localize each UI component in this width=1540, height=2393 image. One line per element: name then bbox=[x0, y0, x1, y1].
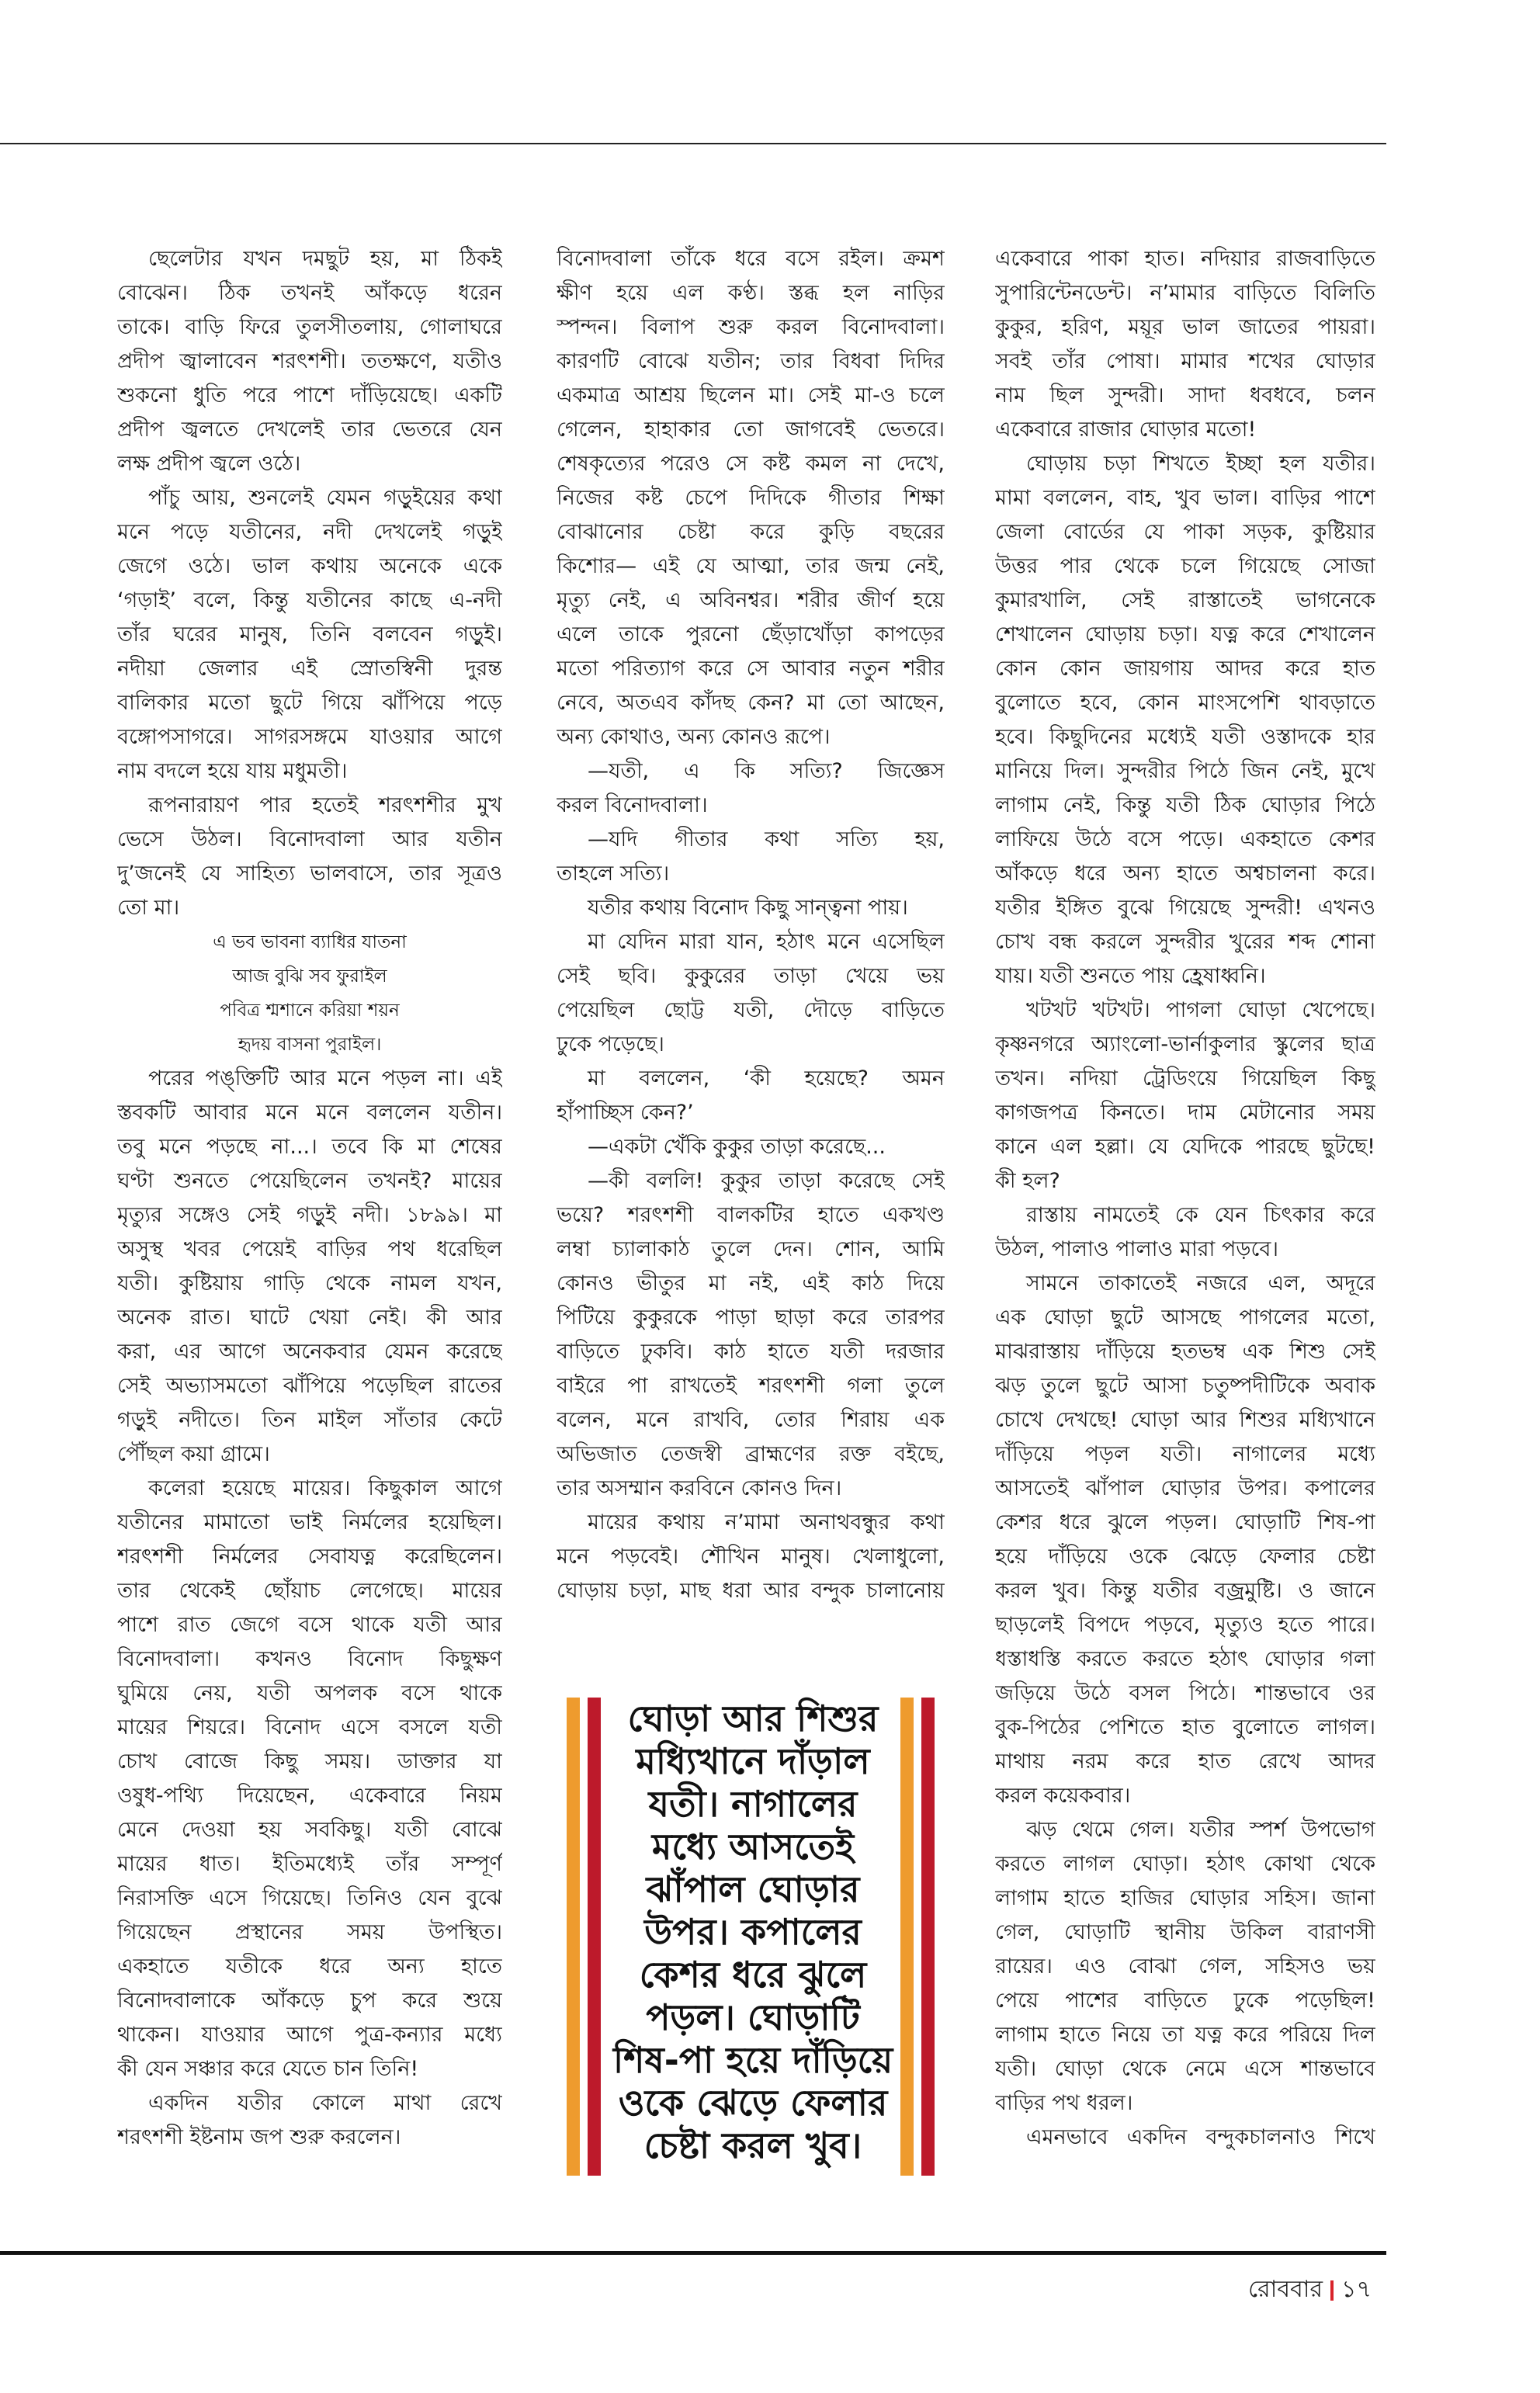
top-rule bbox=[0, 143, 1386, 144]
paragraph bbox=[995, 1813, 1375, 2121]
text-line: জেগে ওঠে। ভাল কথায় অনেকে একে bbox=[117, 554, 502, 578]
text-line: প্রদীপ জ্বলতে দেখলেই তার ভেতরে যেন bbox=[117, 418, 502, 442]
paragraph bbox=[557, 754, 945, 823]
text-line: গেলেন, হাহাকার তো জাগবেই ভেতরে। bbox=[557, 418, 945, 442]
text-line: শেখালেন ঘোড়ায় চড়া। যত্ন করে শেখালেন bbox=[995, 623, 1375, 647]
pull-quote-stripe-orange-right bbox=[900, 1698, 914, 2176]
text-line: বঙ্গোপসাগরে। সাগরসঙ্গমে যাওয়ার আগে bbox=[117, 725, 502, 749]
text-line: করতে লাগল ঘোড়া। হঠাৎ কোথা থেকে bbox=[995, 1852, 1375, 1876]
text-line: কুমারখালি, সেই রাস্তাতেই ভাগনেকে bbox=[995, 588, 1375, 612]
paragraph bbox=[117, 2086, 502, 2155]
text-line: মায়ের শিয়রে। বিনোদ এসে বসলে যতী bbox=[117, 1715, 502, 1739]
pull-quote-stripe-orange-left bbox=[567, 1698, 580, 2176]
text-line: মানিয়ে দিল। সুন্দরীর পিঠে জিন নেই, মুখে bbox=[995, 759, 1375, 783]
text-line: ঢুকে পড়েছে। bbox=[557, 1032, 664, 1056]
text-line: যতীর ইঙ্গিত বুঝে গিয়েছে সুন্দরী! এখনও bbox=[995, 896, 1375, 920]
pull-quote-line: ঘোড়া আর শিশুর bbox=[627, 1698, 879, 1739]
text-line: তখন। নদিয়া ট্রেডিংয়ে গিয়েছিল কিছু bbox=[995, 1066, 1375, 1091]
text-line: ভেসে উঠল। বিনোদবালা আর যতীন bbox=[117, 827, 502, 851]
text-line: মাঝরাস্তায় দাঁড়িয়ে হতভম্ব এক শিশু সেই bbox=[995, 1340, 1375, 1364]
text-line: ভয়ে? শরৎশশী বালকটির হাতে একখণ্ড bbox=[557, 1203, 945, 1227]
text-line: —যতী, এ কি সত্যি? জিজ্ঞেস bbox=[588, 759, 945, 783]
text-line: তার অসম্মান করবিনে কোনও দিন। bbox=[557, 1476, 842, 1500]
text-line: হয়ে দাঁড়িয়ে ওকে ঝেড়ে ফেলার চেষ্টা bbox=[995, 1545, 1375, 1569]
text-line: ঘুমিয়ে নেয়, যতী অপলক বসে থাকে bbox=[117, 1681, 502, 1705]
text-line: অভিজাত তেজস্বী ব্রাহ্মণের রক্ত বইছে, bbox=[557, 1442, 945, 1466]
text-line: স্পন্দন। বিলাপ শুরু করল বিনোদবালা। bbox=[557, 315, 945, 339]
text-line: বোঝেন। ঠিক তখনই আঁকড়ে ধরেন bbox=[117, 281, 502, 305]
text-line: উত্তর পার থেকে চলে গিয়েছে সোজা bbox=[995, 554, 1375, 578]
text-line: মায়ের ধাত। ইতিমধ্যেই তাঁর সম্পূর্ণ bbox=[117, 1852, 502, 1876]
text-line: পরের পঙ্‌ক্তিটি আর মনে পড়ল না। এই bbox=[148, 1066, 502, 1091]
text-line: সেই অভ্যাসমতো ঝাঁপিয়ে পড়েছিল রাতের bbox=[117, 1374, 502, 1398]
text-line: বিনোদবালা। কখনও বিনোদ কিছুক্ষণ bbox=[117, 1647, 502, 1671]
text-line: করল বিনোদবালা। bbox=[557, 793, 708, 817]
text-line: ঘোড়ায় চড়া শিখতে ইচ্ছা হল যতীর। bbox=[1026, 452, 1375, 476]
text-line: সবই তাঁর পোষা। মামার শখের ঘোড়ার bbox=[995, 349, 1375, 373]
pull-quote-line: কেশর ধরে ঝুলে bbox=[639, 1954, 867, 1996]
footer-separator bbox=[1330, 2280, 1334, 2301]
text-line: কারণটি বোঝে যতীন; তার বিধবা দিদির bbox=[557, 349, 945, 373]
verse-line: এ ভব ভাবনা ব্যাধির যাতনা bbox=[213, 932, 407, 952]
text-line: একেবারে রাজার ঘোড়ার মতো! bbox=[995, 418, 1257, 442]
text-line: গিয়েছেন প্রস্থানের সময় উপস্থিত। bbox=[117, 1920, 502, 1944]
text-line: ধস্তাধস্তি করতে করতে হঠাৎ ঘোড়ার গলা bbox=[995, 1647, 1375, 1671]
text-line: কানে এল হল্লা। যে যেদিকে পারছে ছুটছে! bbox=[995, 1135, 1375, 1159]
text-line: নাম বদলে হয়ে যায় মধুমতী। bbox=[117, 759, 348, 783]
text-line: নিরাসক্তি এসে গিয়েছে। তিনিও যেন বুঝে bbox=[117, 1886, 502, 1910]
text-line: ঝড় তুলে ছুটে আসা চতুষ্পদীটিকে অবাক bbox=[995, 1374, 1375, 1398]
text-line: কোন কোন জায়গায় আদর করে হাত bbox=[995, 657, 1375, 681]
bottom-rule bbox=[0, 2251, 1386, 2255]
text-line: খটখট খটখট। পাগলা ঘোড়া খেপেছে। bbox=[1026, 998, 1375, 1022]
pull-quote-line: মধ্যে আসতেই bbox=[651, 1826, 855, 1868]
text-line: —কী বললি! কুকুর তাড়া করেছে সেই bbox=[588, 1169, 945, 1193]
text-line: —একটা খেঁকি কুকুর তাড়া করেছে... bbox=[588, 1135, 886, 1159]
text-line: করা, এর আগে অনেকবার যেমন করেছে bbox=[117, 1340, 502, 1364]
text-line: জেলা বোর্ডের যে পাকা সড়ক, কুষ্টিয়ার bbox=[995, 520, 1375, 544]
text-line: ছাড়লেই বিপদে পড়বে, মৃত্যুও হতে পারে। bbox=[995, 1613, 1375, 1637]
text-line: তাকে। বাড়ি ফিরে তুলসীতলায়, গোলাঘরে bbox=[117, 315, 502, 339]
text-line: দু’জনেই যে সাহিত্য ভালবাসে, তার সূত্রও bbox=[117, 862, 502, 886]
text-line: মায়ের কথায় ন’মামা অনাথবন্ধুর কথা bbox=[588, 1510, 945, 1535]
pull-quote bbox=[543, 1698, 947, 2176]
paragraph bbox=[557, 1062, 945, 1130]
text-line: কৃষ্ণনগরে অ্যাংলো-ভার্নাকুলার স্কুলের ছাত্র bbox=[995, 1032, 1375, 1056]
text-line: প্রদীপ জ্বালাবেন শরৎশশী। ততক্ষণে, যতীও bbox=[117, 349, 502, 373]
text-line: তাঁর ঘরের মানুষ, তিনি বলবেন গড়ুই। bbox=[117, 623, 502, 647]
text-line: তার থেকেই ছোঁয়াচ লেগেছে। মায়ের bbox=[117, 1579, 502, 1603]
text-line: বুক-পিঠের পেশিতে হাত বুলোতে লাগল। bbox=[995, 1715, 1375, 1739]
text-line: হবে। কিছুদিনের মধ্যেই যতী ওস্তাদকে হার bbox=[995, 725, 1375, 749]
pull-quote-line: মধ্যিখানে দাঁড়াল bbox=[636, 1740, 870, 1782]
text-line: মাথায় নরম করে হাত রেখে আদর bbox=[995, 1750, 1375, 1774]
verse-line: পবিত্র শ্মশানে করিয়া শয়ন bbox=[220, 1001, 400, 1021]
text-line: বিনোদবালাকে আঁকড়ে চুপ করে শুয়ে bbox=[117, 1989, 502, 2013]
text-line: একহাতে যতীকে ধরে অন্য হাতে bbox=[117, 1954, 502, 1979]
pull-quote-line: উপর। কপালের bbox=[644, 1911, 862, 1953]
text-line: লাফিয়ে উঠে বসে পড়ে। একহাতে কেশর bbox=[995, 827, 1375, 851]
text-line: নাম ছিল সুন্দরী। সাদা ধবধবে, চলন bbox=[995, 383, 1375, 408]
pull-quote-line: ঝাঁপাল ঘোড়ার bbox=[646, 1868, 860, 1910]
text-line: তবু মনে পড়ছে না...। তবে কি মা শেষের bbox=[117, 1135, 502, 1159]
text-column-3 bbox=[995, 242, 1375, 2155]
pull-quote-stripe-red-right bbox=[921, 1698, 935, 2176]
paragraph bbox=[995, 242, 1375, 447]
text-line: চোখ বন্ধ করলে সুন্দরীর খুরের শব্দ শোনা bbox=[995, 930, 1375, 954]
text-line: যতীনের মামাতো ভাই নির্মলের হয়েছিল। bbox=[117, 1510, 502, 1535]
text-line: কোনও ভীতুর মা নই, এই কাঠ দিয়ে bbox=[557, 1271, 945, 1295]
text-line: কী যেন সঞ্চার করে যেতে চান তিনি! bbox=[117, 2057, 419, 2081]
pull-quote-line: যতী। নাগালের bbox=[648, 1783, 858, 1825]
text-line: পাঁচু আয়, শুনলেই যেমন গড়ুইয়ের কথা bbox=[148, 486, 502, 510]
text-line: নিজের কষ্ট চেপে দিদিকে গীতার শিক্ষা bbox=[557, 486, 945, 510]
text-line: ক্ষীণ হয়ে এল কণ্ঠ। স্তব্ধ হল নাড়ির bbox=[557, 281, 945, 305]
text-line: মা বললেন, ‘কী হয়েছে? অমন bbox=[588, 1066, 945, 1091]
text-line: বালিকার মতো ছুটে গিয়ে ঝাঁপিয়ে পড়ে bbox=[117, 691, 502, 715]
text-line: তো মা। bbox=[117, 896, 180, 920]
text-line: চোখ বোজে কিছু সময়। ডাক্তার যা bbox=[117, 1750, 502, 1774]
text-line: কী হল? bbox=[995, 1169, 1060, 1193]
page-footer bbox=[1248, 2270, 1372, 2310]
text-line: সেই ছবি। কুকুরের তাড়া খেয়ে ভয় bbox=[557, 964, 945, 988]
text-line: ঝড় থেমে গেল। যতীর স্পর্শ উপভোগ bbox=[1026, 1818, 1375, 1842]
paragraph bbox=[557, 891, 945, 925]
text-line: মামা বললেন, বাহ, খুব ভাল। বাড়ির পাশে bbox=[995, 486, 1375, 510]
text-line: এক ঘোড়া ছুটে আসছে পাগলের মতো, bbox=[995, 1306, 1375, 1330]
text-line: বোঝানোর চেষ্টা করে কুড়ি বছরের bbox=[557, 520, 945, 544]
page-number: ১৭ bbox=[1341, 2276, 1372, 2303]
paragraph bbox=[117, 242, 502, 481]
text-line: পিটিয়ে কুকুরকে পাড়া ছাড়া করে তারপর bbox=[557, 1306, 945, 1330]
text-line: গেল, ঘোড়াটি স্থানীয় উকিল বারাণসী bbox=[995, 1920, 1375, 1944]
text-line: জড়িয়ে উঠে বসল পিঠে। শান্তভাবে ওর bbox=[995, 1681, 1375, 1705]
text-line: লাগাম নেই, কিন্তু যতী ঠিক ঘোড়ার পিঠে bbox=[995, 793, 1375, 817]
paragraph bbox=[557, 242, 945, 754]
pull-quote-line: শিষ-পা হয়ে দাঁড়িয়ে bbox=[613, 2039, 893, 2081]
text-line: একমাত্র আশ্রয় ছিলেন মা। সেই মা-ও চলে bbox=[557, 383, 945, 408]
paragraph bbox=[117, 481, 502, 789]
text-line: আঁকড়ে ধরে অন্য হাতে অশ্বচালনা করে। bbox=[995, 862, 1375, 886]
text-line: মেনে দেওয়া হয় সবকিছু। যতী বোঝে bbox=[117, 1818, 502, 1842]
text-line: যতীর কথায় বিনোদ কিছু সান্ত্বনা পায়। bbox=[588, 896, 908, 920]
paragraph bbox=[117, 789, 502, 925]
text-line: মতো পরিত্যাগ করে সে আবার নতুন শরীর bbox=[557, 657, 945, 681]
text-line: মনে পড়ে যতীনের, নদী দেখলেই গড়ুই bbox=[117, 520, 502, 544]
paragraph bbox=[557, 1130, 945, 1164]
text-line: কুকুর, হরিণ, ময়ূর ভাল জাতের পায়রা। bbox=[995, 315, 1375, 339]
text-line: লক্ষ প্রদীপ জ্বলে ওঠে। bbox=[117, 452, 301, 476]
text-line: অনেক রাত। ঘাটে খেয়া নেই। কী আর bbox=[117, 1306, 502, 1330]
paragraph bbox=[557, 1506, 945, 1608]
text-line: রূপনারায়ণ পার হতেই শরৎশশীর মুখ bbox=[148, 793, 502, 817]
text-line: যতী। ঘোড়া থেকে নেমে এসে শান্তভাবে bbox=[995, 2057, 1375, 2081]
pull-quote-stripe-red-left bbox=[588, 1698, 601, 2176]
text-line: তাহলে সত্যি। bbox=[557, 862, 670, 886]
text-line: পৌঁছল কয়া গ্রামে। bbox=[117, 1442, 270, 1466]
text-line: গড়ুই নদীতে। তিন মাইল সাঁতার কেটে bbox=[117, 1408, 502, 1432]
text-line: চোখে দেখছে! ঘোড়া আর শিশুর মধ্যিখানে bbox=[995, 1408, 1375, 1432]
text-line: যায়। যতী শুনতে পায় হ্রেষাধ্বনি। bbox=[995, 964, 1266, 988]
text-line: একেবারে পাকা হাত। নদিয়ার রাজবাড়িতে bbox=[995, 247, 1375, 271]
text-line: লাগাম হাতে নিয়ে তা যত্ন করে পরিয়ে দিল bbox=[995, 2023, 1375, 2047]
text-line: মনে পড়বেই। শৌখিন মানুষ। খেলাধুলো, bbox=[557, 1545, 945, 1569]
magazine-name: রোববার bbox=[1248, 2276, 1323, 2303]
text-line: পাশে রাত জেগে বসে থাকে যতী আর bbox=[117, 1613, 502, 1637]
paragraph bbox=[557, 925, 945, 1062]
text-line: নেবে, অতএব কাঁদছ কেন? মা তো আছেন, bbox=[557, 691, 945, 715]
text-line: এলে তাকে পুরনো ছেঁড়াখোঁড়া কাপড়ের bbox=[557, 623, 945, 647]
text-line: বুলোতে হবে, কোন মাংসপেশি থাবড়াতে bbox=[995, 691, 1375, 715]
text-column-1 bbox=[117, 242, 502, 2155]
text-line: বাড়ির পথ ধরল। bbox=[995, 2091, 1133, 2115]
paragraph bbox=[995, 2121, 1375, 2155]
text-line: ওষুধ-পথ্যি দিয়েছেন, একেবারে নিয়ম bbox=[117, 1784, 502, 1808]
text-line: থাকেন। যাওয়ার আগে পুত্র-কন্যার মধ্যে bbox=[117, 2023, 502, 2047]
text-line: কলেরা হয়েছে মায়ের। কিছুকাল আগে bbox=[148, 1476, 502, 1500]
text-line: উঠল, পালাও পালাও মারা পড়বে। bbox=[995, 1237, 1279, 1261]
text-line: ছেলেটার যখন দমছুট হয়, মা ঠিকই bbox=[148, 247, 502, 271]
text-line: এমনভাবে একদিন বন্দুকচালনাও শিখে bbox=[1026, 2125, 1375, 2149]
pull-quote-line: ওকে ঝেড়ে ফেলার bbox=[618, 2082, 888, 2124]
text-line: ঘোড়ায় চড়া, মাছ ধরা আর বন্দুক চালানোয় bbox=[557, 1579, 945, 1603]
text-line: মৃত্যু নেই, এ অবিনশ্বর। শরীর জীর্ণ হয়ে bbox=[557, 588, 945, 612]
paragraph bbox=[995, 1267, 1375, 1813]
text-line: রাস্তায় নামতেই কে যেন চিৎকার করে bbox=[1026, 1203, 1375, 1227]
paragraph bbox=[557, 1164, 945, 1506]
text-line: শুকনো ধুতি পরে পাশে দাঁড়িয়েছে। একটি bbox=[117, 383, 502, 408]
text-line: ঘণ্টা শুনতে পেয়েছিলেন তখনই? মায়ের bbox=[117, 1169, 502, 1193]
text-line: কেশর ধরে ঝুলে পড়ল। ঘোড়াটি শিষ-পা bbox=[995, 1510, 1375, 1535]
text-line: বাইরে পা রাখতেই শরৎশশী গলা তুলে bbox=[557, 1374, 945, 1398]
text-line: অসুস্থ খবর পেয়েই বাড়ির পথ ধরেছিল bbox=[117, 1237, 502, 1261]
text-line: করল খুব। কিন্তু যতীর বজ্রমুষ্টি। ও জানে bbox=[995, 1579, 1375, 1603]
text-line: শরৎশশী ইষ্টনাম জপ শুরু করলেন। bbox=[117, 2125, 401, 2149]
text-line: —যদি গীতার কথা সত্যি হয়, bbox=[588, 827, 945, 851]
text-line: স্তবকটি আবার মনে মনে বললেন যতীন। bbox=[117, 1101, 502, 1125]
text-line: কাগজপত্র কিনতে। দাম মেটানোর সময় bbox=[995, 1101, 1375, 1125]
text-line: করল কয়েকবার। bbox=[995, 1784, 1131, 1808]
pull-quote-text bbox=[613, 1698, 893, 2167]
text-line: লাগাম হাতে হাজির ঘোড়ার সহিস। জানা bbox=[995, 1886, 1375, 1910]
text-line: নদীয়া জেলার এই স্রোতস্বিনী দুরন্ত bbox=[117, 657, 502, 681]
text-line: মা যেদিন মারা যান, হঠাৎ মনে এসেছিল bbox=[588, 930, 945, 954]
text-line: যতী। কুষ্টিয়ায় গাড়ি থেকে নামল যখন, bbox=[117, 1271, 502, 1295]
text-column-2 bbox=[557, 242, 945, 1608]
paragraph bbox=[117, 1062, 502, 1472]
paragraph bbox=[995, 1198, 1375, 1267]
text-line: বাড়িতে ঢুকবি। কাঠ হাতে যতী দরজার bbox=[557, 1340, 945, 1364]
text-line: শেষকৃত্যের পরেও সে কষ্ট কমল না দেখে, bbox=[557, 452, 945, 476]
text-line: লম্বা চ্যালাকাঠ তুলে দেন। শোন, আমি bbox=[557, 1237, 945, 1261]
text-line: একদিন যতীর কোলে মাথা রেখে bbox=[148, 2091, 502, 2115]
text-line: মৃত্যুর সঙ্গেও সেই গড়ুই নদী। ১৮৯৯। মা bbox=[117, 1203, 502, 1227]
text-line: দাঁড়িয়ে পড়ল যতী। নাগালের মধ্যে bbox=[995, 1442, 1375, 1466]
verse-line: আজ বুঝি সব ফুরাইল bbox=[232, 966, 387, 987]
paragraph bbox=[117, 1472, 502, 2086]
text-line: ‘গড়াই’ বলে, কিন্তু যতীনের কাছে এ-নদী bbox=[117, 588, 502, 612]
text-line: কিশোর— এই যে আত্মা, তার জন্ম নেই, bbox=[557, 554, 945, 578]
text-line: রায়ের। এও বোঝা গেল, সহিসও ভয় bbox=[995, 1954, 1375, 1979]
text-line: বলেন, মনে রাখবি, তোর শিরায় এক bbox=[557, 1408, 945, 1432]
text-line: হাঁপাচ্ছিস কেন?’ bbox=[557, 1101, 694, 1125]
paragraph bbox=[995, 447, 1375, 994]
verse-line: হৃদয় বাসনা পুরাইল। bbox=[238, 1035, 382, 1055]
text-line: সামনে তাকাতেই নজরে এল, অদূরে bbox=[1026, 1271, 1375, 1295]
text-line: বিনোদবালা তাঁকে ধরে বসে রইল। ক্রমশ bbox=[557, 247, 945, 271]
text-line: আসতেই ঝাঁপাল ঘোড়ার উপর। কপালের bbox=[995, 1476, 1375, 1500]
text-line: শরৎশশী নির্মলের সেবাযত্ন করেছিলেন। bbox=[117, 1545, 502, 1569]
pull-quote-line: পড়ল। ঘোড়াটি bbox=[646, 1996, 860, 2038]
paragraph bbox=[995, 994, 1375, 1198]
verse-stanza bbox=[117, 925, 502, 1062]
text-line: পেয়ে পাশের বাড়িতে ঢুকে পড়েছিল! bbox=[995, 1989, 1375, 2013]
paragraph bbox=[557, 823, 945, 891]
text-line: সুপারিন্টেনডেন্ট। ন’মামার বাড়িতে বিলিতি bbox=[995, 281, 1375, 305]
pull-quote-line: চেষ্টা করল খুব। bbox=[643, 2124, 862, 2166]
text-line: পেয়েছিল ছোট্ট যতী, দৌড়ে বাড়িতে bbox=[557, 998, 945, 1022]
text-line: অন্য কোথাও, অন্য কোনও রূপে। bbox=[557, 725, 831, 749]
